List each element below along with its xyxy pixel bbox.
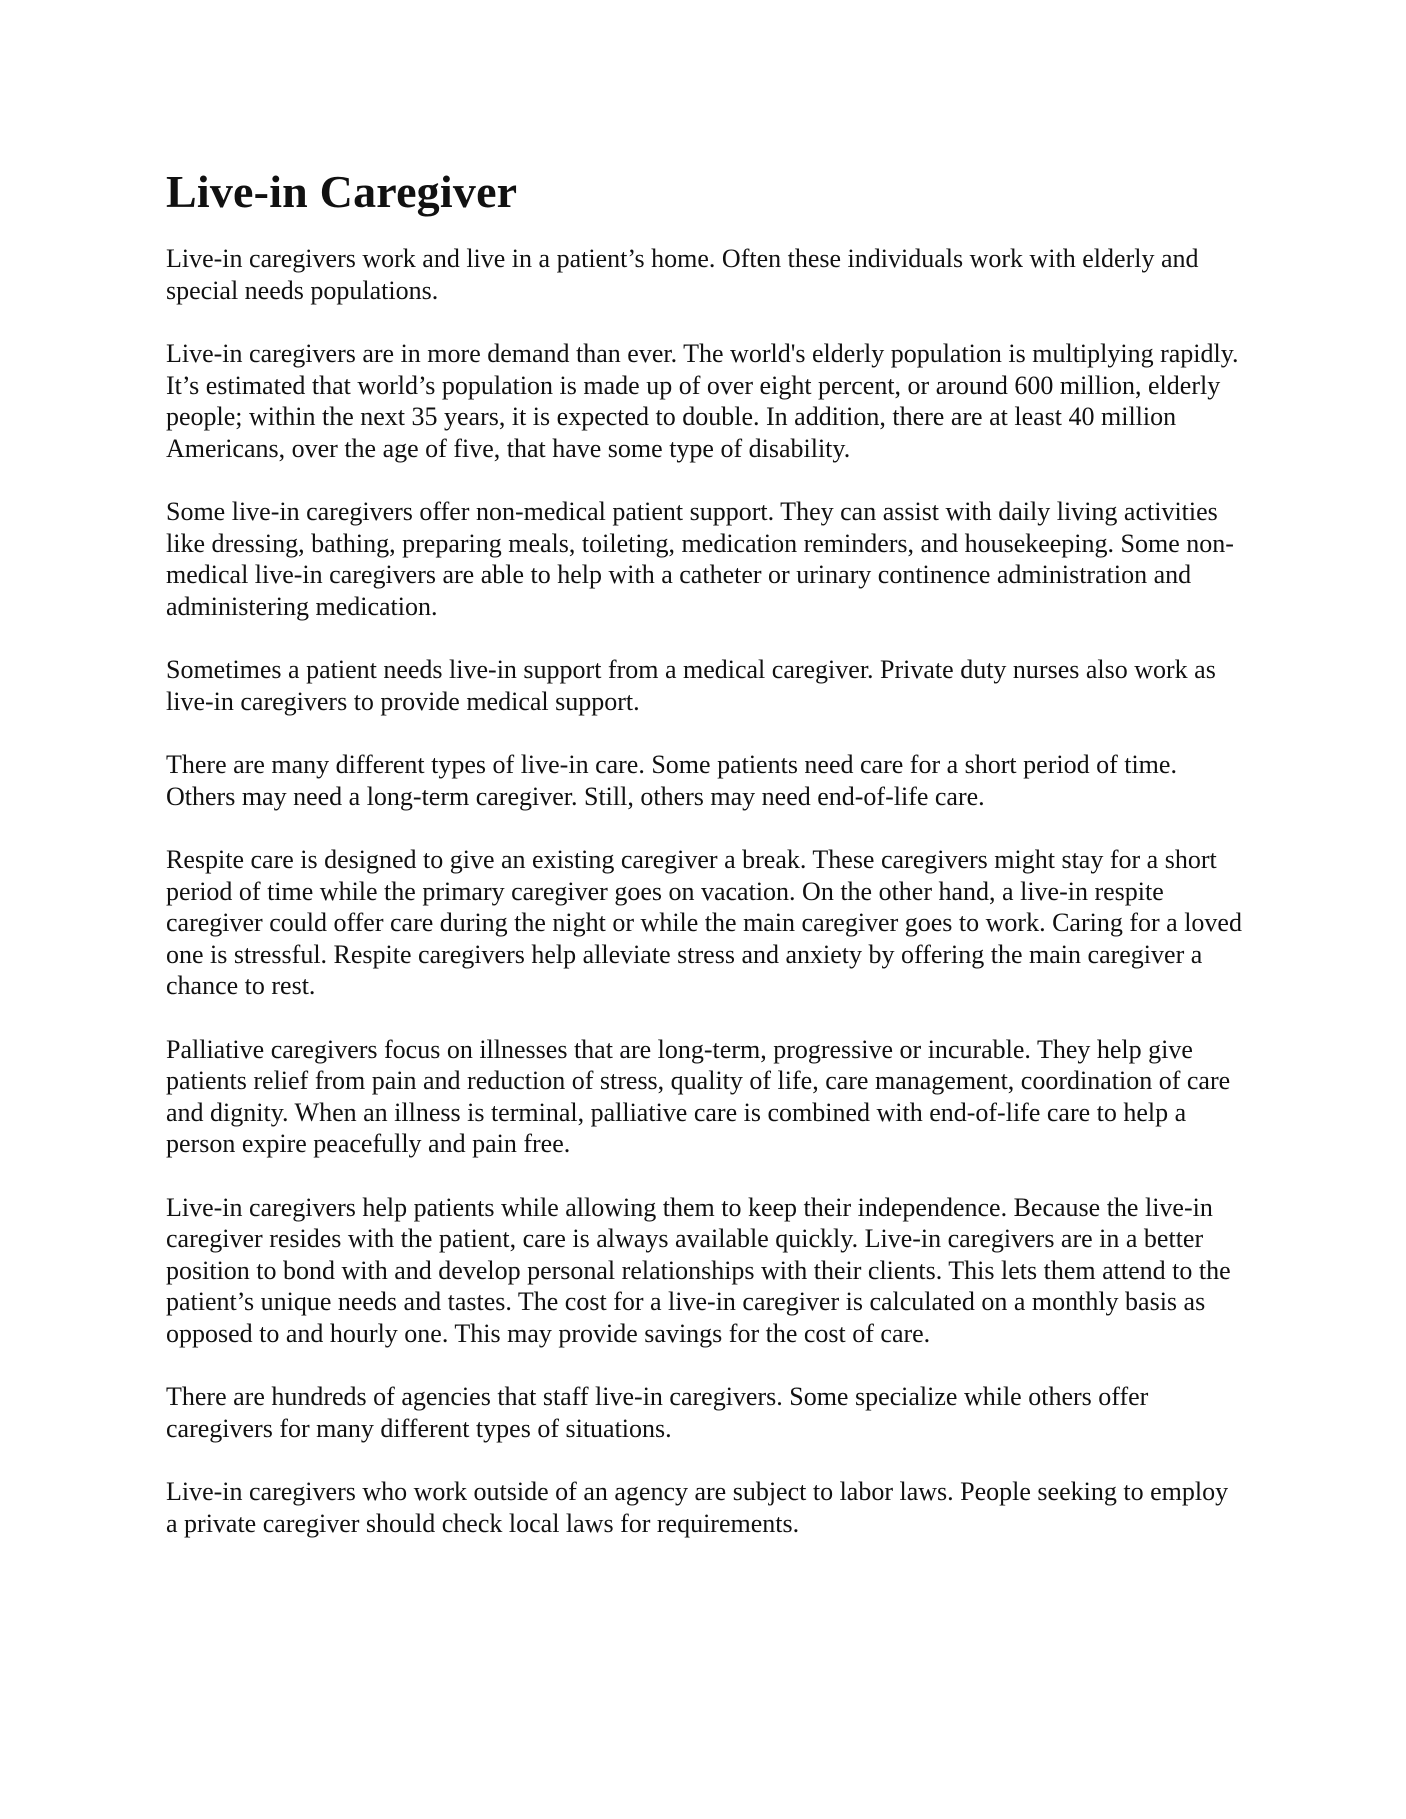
paragraph-palliative: Palliative caregivers focus on illnesses that are long-term, progressive or incurable. They help give patients relief from pain and reduction of stress, quality of life, care management, coordination of care and dignity. When an illness is terminal, palliative care is combined with end-of-life care to help a person expire peacefully and pain free.: [166, 1034, 1231, 1158]
paragraph-respite: Respite care is designed to give an existing caregiver a break. These caregivers might stay for a short period of time while the primary caregiver goes on vacation. On the other hand, a live-in respite caregiver could offer care during the night or while the main caregiver goes to work. Caring for a loved one is stressful. Respite caregivers help alleviate stress and anxiety by offering the main caregiver a chance to rest.: [166, 845, 1242, 1000]
paragraph-care-types: There are many different types of live-in care. Some patients need care for a short period of time. Others may need a long-term caregiver. Still, others may need end-of-life care.: [166, 750, 1177, 811]
paragraph-intro: Live-in caregivers work and live in a patient’s home. Often these individuals work with elderly and special needs populations.: [166, 244, 1199, 305]
paragraph-independence: Live-in caregivers help patients while allowing them to keep their independence. Because the live-in caregiver resides with the patient, care is always available quickly. Live-in caregivers are in a better position to bond with and develop personal relationships with their clients. This lets them attend to the patient’s unique needs and tastes. The cost for a live-in caregiver is calculated on a monthly basis as opposed to and hourly one. This may provide savings for the cost of care.: [166, 1192, 1231, 1348]
paragraph-non-medical: Some live-in caregivers offer non-medical patient support. They can assist with daily living activities like dressing, bathing, preparing meals, toileting, medication reminders, and housekeeping. Some non-medical live-in caregivers are able to help with a catheter or urinary continence administration and administering medication.: [166, 497, 1234, 621]
paragraph-labor-laws: Live-in caregivers who work outside of an agency are subject to labor laws. People seeking to employ a private caregiver should check local laws for requirements.: [166, 1477, 1229, 1538]
paragraph-agencies: There are hundreds of agencies that staff live-in caregivers. Some specialize while others offer caregivers for many different types of situations.: [166, 1382, 1149, 1443]
paragraph-medical: Sometimes a patient needs live-in support from a medical caregiver. Private duty nurses also work as live-in caregivers to provide medical support.: [166, 655, 1216, 716]
document-body: [166, 163, 1246, 1571]
paragraph-demand: Live-in caregivers are in more demand than ever. The world's elderly population is multiplying rapidly. It’s estimated that world’s population is made up of over eight percent, or around 600 million, elderly people; within the next 35 years, it is expected to double. In addition, there are at least 40 million Americans, over the age of five, that have some type of disability.: [166, 339, 1239, 463]
page-title: Live-in Caregiver: [166, 166, 518, 217]
